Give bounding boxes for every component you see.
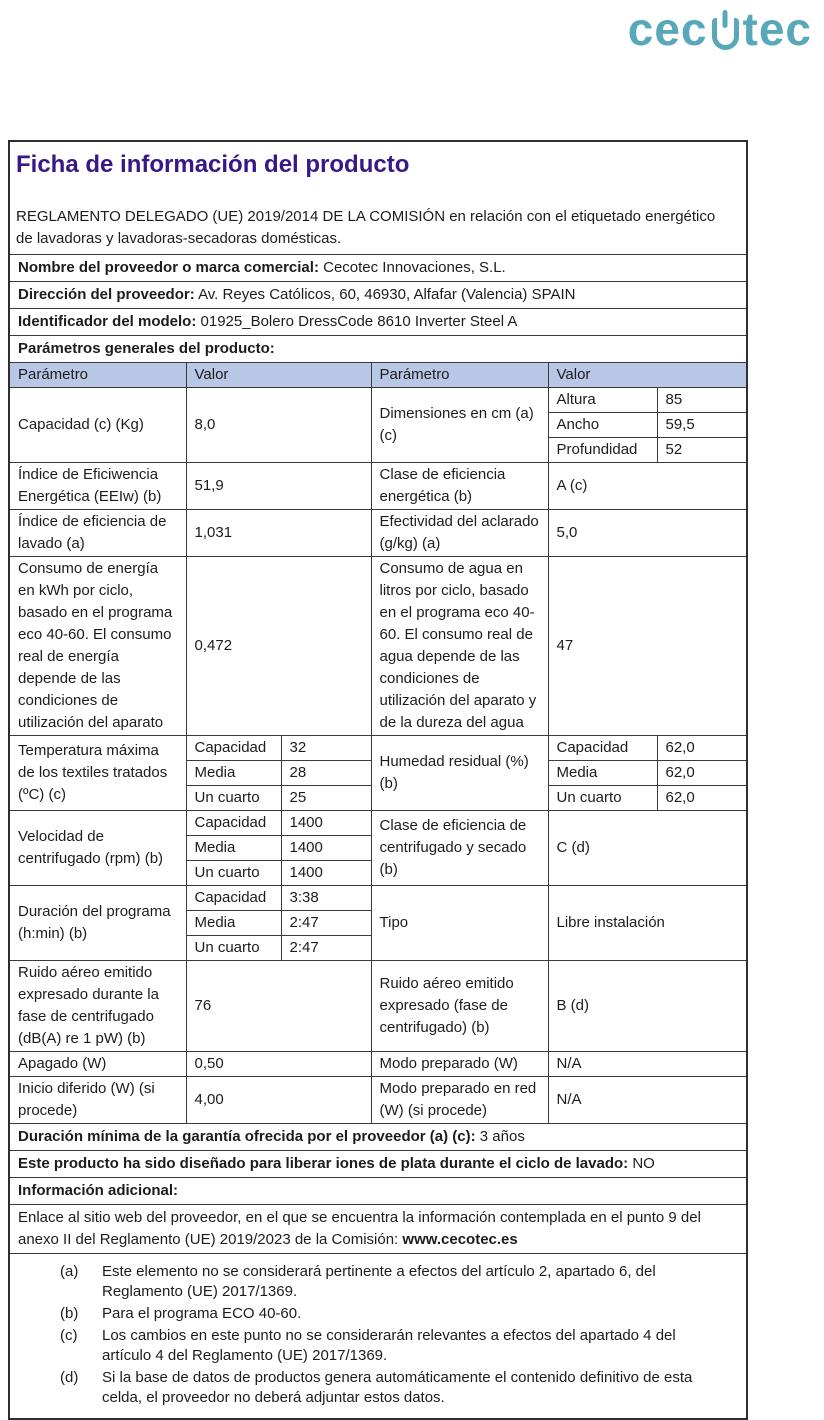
supplier-cell — [9, 255, 747, 282]
address-cell — [9, 282, 747, 309]
footnote-c-marker: (c) — [60, 1327, 78, 1344]
model-value: 01925_Bolero DressCode 8610 Inverter Steel A — [200, 313, 518, 330]
energy-consumption-label: Consumo de energía en kWh por ciclo, basado en el programa eco 40-60. El consumo real de energía depende de las condiciones de utilización del aparato — [9, 557, 186, 736]
footnote-b-text: Para el programa ECO 40-60. — [102, 1305, 302, 1322]
spin-class-label: Clase de eficiencia de centrifugado y secado (b) — [371, 811, 548, 886]
off-mode-label: Apagado (W) — [9, 1052, 186, 1077]
regulation-text: REGLAMENTO DELEGADO (UE) 2019/2014 DE LA COMISIÓN en relación con el etiquetado energético de lavadoras y lavadoras-secadoras domésticas. — [16, 208, 716, 247]
address-label: Dirección del proveedor: — [18, 286, 195, 303]
footnote-b-marker: (b) — [60, 1305, 79, 1322]
spin-value-0: 1400 — [281, 811, 371, 836]
standby-value: N/A — [548, 1052, 747, 1077]
temperature-value-1: 28 — [281, 761, 371, 786]
capacity-label: Capacidad (c) (Kg) — [9, 388, 186, 463]
model-label: Identificador del modelo: — [18, 313, 197, 330]
energy-consumption-value: 0,472 — [186, 557, 371, 736]
footnotes-cell — [9, 1254, 747, 1420]
network-standby-value: N/A — [548, 1077, 747, 1124]
energy-class-value: A (c) — [548, 463, 747, 510]
supplier-value: Cecotec Innovaciones, S.L. — [323, 259, 506, 276]
off-mode-value: 0,50 — [186, 1052, 371, 1077]
noise-class-label: Ruido aéreo emitido expresado (fase de centrifugado) (b) — [371, 961, 548, 1052]
wash-index-row — [9, 510, 747, 557]
product-info-table — [8, 140, 748, 1420]
footnote-d-marker: (d) — [60, 1369, 79, 1386]
product-information-sheet — [8, 140, 746, 1420]
dimension-key-profundidad: Profundidad — [548, 438, 657, 463]
spin-value-2: 1400 — [281, 861, 371, 886]
warranty-label: Duración mínima de la garantía ofrecida por el proveedor (a) (c): — [18, 1128, 476, 1145]
address-row — [9, 282, 747, 309]
general-params-label: Parámetros generales del producto: — [18, 340, 275, 357]
footnote-a-text: Este elemento no se considerará pertinente a efectos del artículo 2, apartado 6, del Reglamento (UE) 2017/1369. — [102, 1263, 656, 1300]
model-row — [9, 309, 747, 336]
website-link-row — [9, 1205, 747, 1254]
duration-key-1: Media — [186, 911, 281, 936]
water-consumption-value: 47 — [548, 557, 747, 736]
logo-text-right: tec — [742, 3, 812, 55]
duration-key-0: Capacidad — [186, 886, 281, 911]
footnote-d — [18, 1368, 738, 1408]
footnote-a-marker: (a) — [60, 1263, 79, 1280]
silver-ions-row — [9, 1151, 747, 1178]
footnote-b — [18, 1304, 738, 1324]
consumption-row — [9, 557, 747, 736]
warranty-row — [9, 1124, 747, 1151]
title-cell — [9, 141, 747, 255]
header-value-1: Valor — [186, 363, 371, 388]
website-link-url[interactable]: www.cecotec.es — [402, 1231, 518, 1248]
humidity-key-0: Capacidad — [548, 736, 657, 761]
silver-ions-cell — [9, 1151, 747, 1178]
temperature-value-2: 25 — [281, 786, 371, 811]
noise-row — [9, 961, 747, 1052]
title-row — [9, 141, 747, 255]
humidity-value-2: 62,0 — [657, 786, 747, 811]
humidity-value-1: 62,0 — [657, 761, 747, 786]
type-label: Tipo — [371, 886, 548, 961]
standby-label: Modo preparado (W) — [371, 1052, 548, 1077]
energy-class-label: Clase de eficiencia energética (b) — [371, 463, 548, 510]
duration-value-0: 3:38 — [281, 886, 371, 911]
additional-info-label: Información adicional: — [18, 1182, 179, 1199]
website-link-text: Enlace al sitio web del proveedor, en el que se encuentra la información contemplada en el punto 9 del anexo II del Reglamento (UE) 2019/2023 de la Comisión: — [18, 1209, 701, 1248]
temperature-key-2: Un cuarto — [186, 786, 281, 811]
spin-speed-row — [9, 811, 747, 836]
website-link-cell — [9, 1205, 747, 1254]
footnote-c-text: Los cambios en este punto no se considerarán relevantes a efectos del apartado 4 del artículo 4 del Reglamento (UE) 2017/1369. — [102, 1327, 676, 1364]
humidity-label: Humedad residual (%) (b) — [371, 736, 548, 811]
footnotes-row — [9, 1254, 747, 1420]
dimensions-label: Dimensiones en cm (a) (c) — [371, 388, 548, 463]
program-duration-row — [9, 886, 747, 911]
rinse-value: 5,0 — [548, 510, 747, 557]
footnote-c — [18, 1326, 738, 1366]
warranty-value: 3 años — [479, 1128, 525, 1145]
footnote-a — [18, 1262, 738, 1302]
spin-key-2: Un cuarto — [186, 861, 281, 886]
wash-index-value: 1,031 — [186, 510, 371, 557]
additional-info-row — [9, 1178, 747, 1205]
header-param-1: Parámetro — [9, 363, 186, 388]
delayed-start-row — [9, 1077, 747, 1124]
supplier-row — [9, 255, 747, 282]
eei-label: Índice de Eficiwencia Energética (EEIw) (b) — [9, 463, 186, 510]
additional-info-cell — [9, 1178, 747, 1205]
spin-key-0: Capacidad — [186, 811, 281, 836]
type-value: Libre instalación — [548, 886, 747, 961]
duration-label: Duración del programa (h:min) (b) — [9, 886, 186, 961]
spin-value-1: 1400 — [281, 836, 371, 861]
noise-class-value: B (d) — [548, 961, 747, 1052]
delayed-start-label: Inicio diferido (W) (si procede) — [9, 1077, 186, 1124]
noise-value: 76 — [186, 961, 371, 1052]
off-mode-row — [9, 1052, 747, 1077]
dimension-value-ancho: 59,5 — [657, 413, 747, 438]
silver-ions-value: NO — [632, 1155, 655, 1172]
wash-index-label: Índice de eficiencia de lavado (a) — [9, 510, 186, 557]
silver-ions-label: Este producto ha sido diseñado para liberar iones de plata durante el ciclo de lavado: — [18, 1155, 629, 1172]
duration-value-2: 2:47 — [281, 936, 371, 961]
temperature-key-0: Capacidad — [186, 736, 281, 761]
logo-text-left: cec — [627, 3, 708, 55]
eei-value: 51,9 — [186, 463, 371, 510]
address-value: Av. Reyes Católicos, 60, 46930, Alfafar (Valencia) SPAIN — [198, 286, 576, 303]
page-title: Ficha de información del producto — [16, 151, 410, 178]
footnote-d-text: Si la base de datos de productos genera automáticamente el contenido definitivo de esta celda, el proveedor no deberá adjuntar estos datos. — [102, 1369, 693, 1406]
humidity-key-2: Un cuarto — [548, 786, 657, 811]
general-params-cell — [9, 336, 747, 363]
header-value-2: Valor — [548, 363, 747, 388]
model-cell — [9, 309, 747, 336]
noise-label: Ruido aéreo emitido expresado durante la fase de centrifugado (dB(A) re 1 pW) (b) — [9, 961, 186, 1052]
temperature-value-0: 32 — [281, 736, 371, 761]
spin-key-1: Media — [186, 836, 281, 861]
capacity-dimensions-row — [9, 388, 747, 413]
dimension-key-ancho: Ancho — [548, 413, 657, 438]
cecotec-logo — [627, 3, 812, 55]
dimension-key-altura: Altura — [548, 388, 657, 413]
eei-row — [9, 463, 747, 510]
general-params-row — [9, 336, 747, 363]
delayed-start-value: 4,00 — [186, 1077, 371, 1124]
dimension-value-altura: 85 — [657, 388, 747, 413]
header-param-2: Parámetro — [371, 363, 548, 388]
rinse-label: Efectividad del aclarado (g/kg) (a) — [371, 510, 548, 557]
spin-speed-label: Velocidad de centrifugado (rpm) (b) — [9, 811, 186, 886]
power-icon — [712, 18, 739, 50]
temperature-humidity-row — [9, 736, 747, 761]
duration-key-2: Un cuarto — [186, 936, 281, 961]
water-consumption-label: Consumo de agua en litros por ciclo, basado en el programa eco 40-60. El consumo real de agua depende de las condiciones de utilización del aparato y de la dureza del agua — [371, 557, 548, 736]
temperature-label: Temperatura máxima de los textiles tratados (ºC) (c) — [9, 736, 186, 811]
table-header-row — [9, 363, 747, 388]
capacity-value: 8,0 — [186, 388, 371, 463]
temperature-key-1: Media — [186, 761, 281, 786]
network-standby-label: Modo preparado en red (W) (si procede) — [371, 1077, 548, 1124]
supplier-label: Nombre del proveedor o marca comercial: — [18, 259, 319, 276]
dimension-value-profundidad: 52 — [657, 438, 747, 463]
humidity-value-0: 62,0 — [657, 736, 747, 761]
humidity-key-1: Media — [548, 761, 657, 786]
duration-value-1: 2:47 — [281, 911, 371, 936]
spin-class-value: C (d) — [548, 811, 747, 886]
warranty-cell — [9, 1124, 747, 1151]
